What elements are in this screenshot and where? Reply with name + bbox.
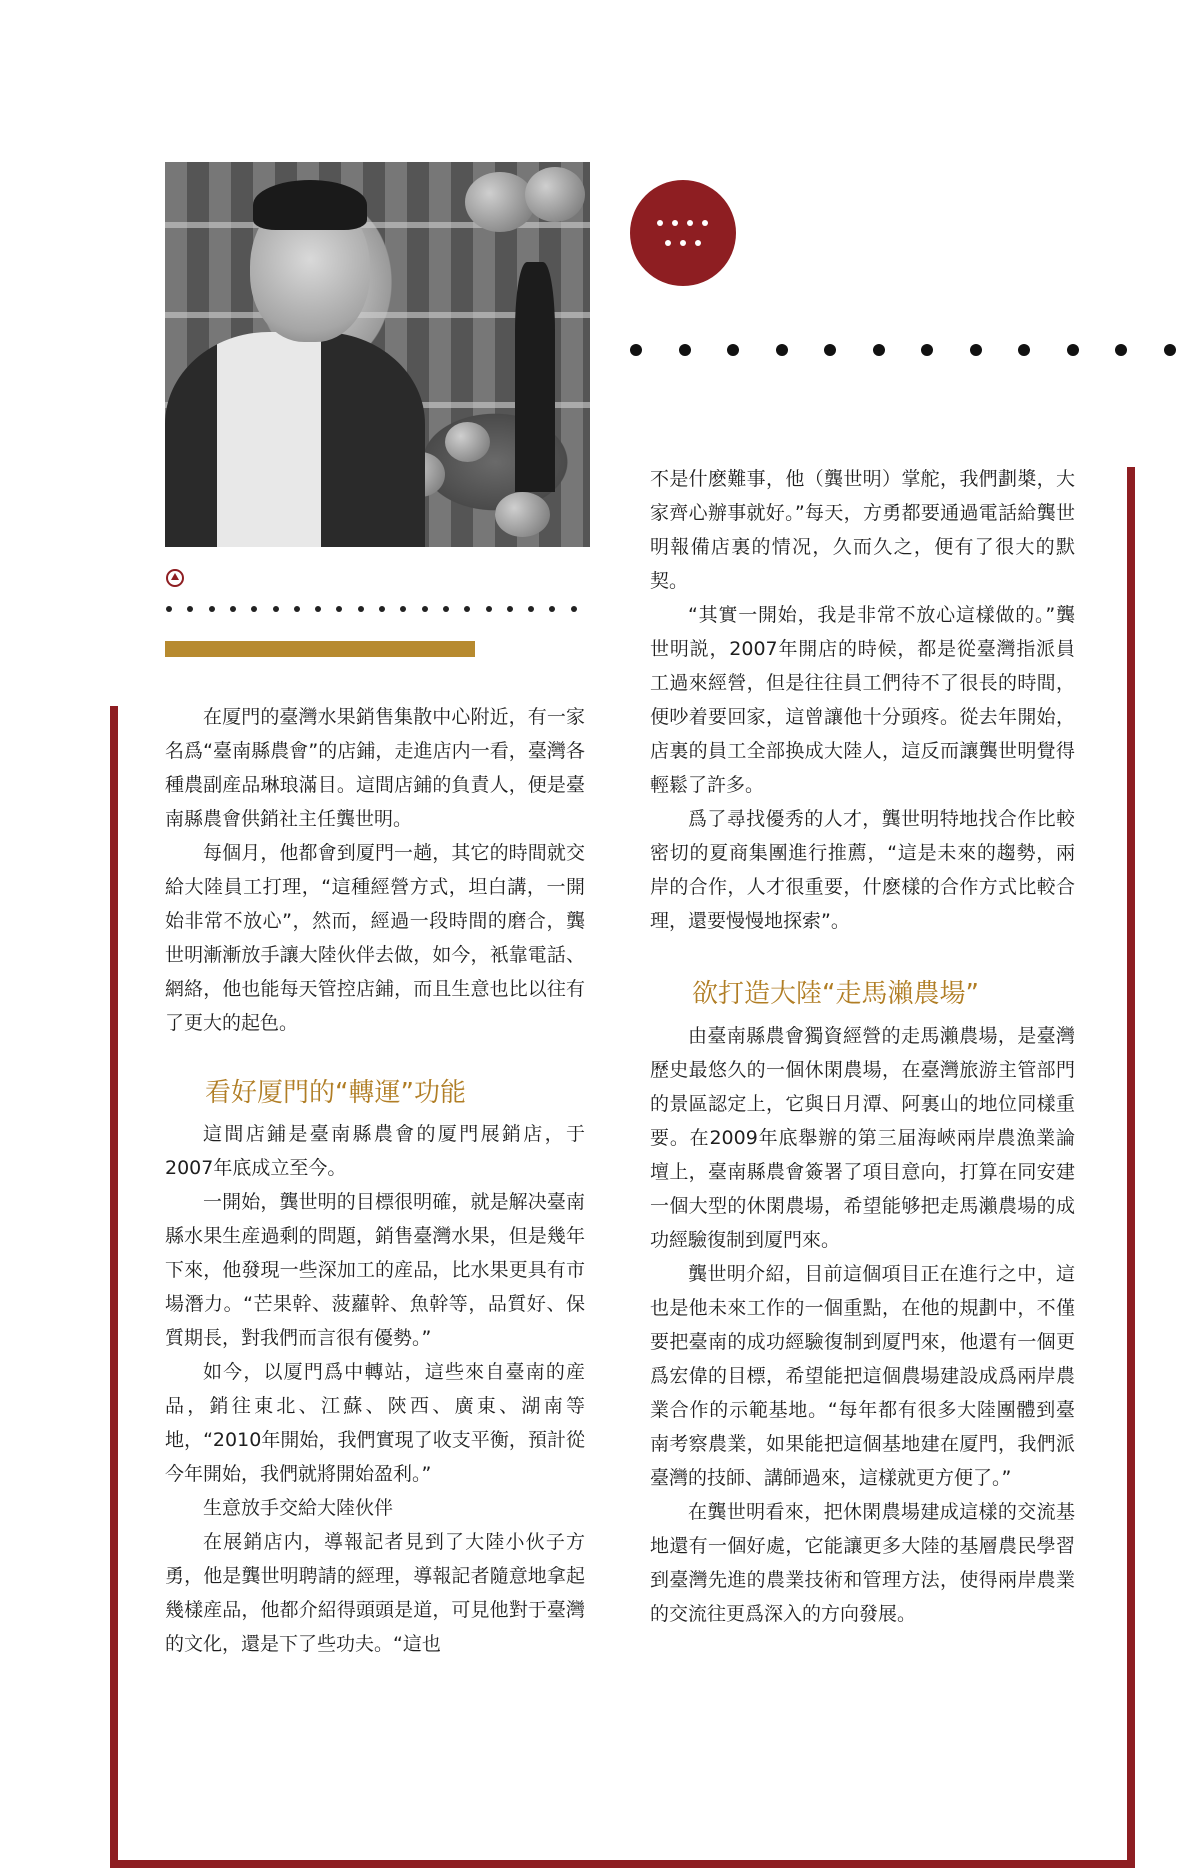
left-column bbox=[165, 700, 585, 1661]
paragraph: 在厦門的臺灣水果銷售集散中心附近，有一家名爲“臺南縣農會”的店鋪，走進店内一看，臺灣各種農副産品琳琅滿目。這間店鋪的負責人，便是臺南縣農會供銷社主任龔世明。 bbox=[165, 706, 585, 830]
divider-dot bbox=[273, 606, 279, 612]
divider-dot bbox=[294, 606, 300, 612]
divider-dot bbox=[630, 344, 642, 356]
paragraph: 爲了尋找優秀的人才，龔世明特地找合作比較密切的夏商集團進行推薦，“這是未來的趨勢，兩岸的合作，人才很重要，什麽樣的合作方式比較合理，還要慢慢地探索”。 bbox=[650, 808, 1075, 932]
frame-right-line bbox=[1127, 467, 1135, 1868]
section-heading: 看好厦門的“轉運”功能 bbox=[205, 1078, 466, 1108]
paragraph: 這間店鋪是臺南縣農會的厦門展銷店，于2007年底成立至今。 bbox=[165, 1123, 585, 1179]
paragraph: “其實一開始，我是非常不放心這樣做的。”龔世明説，2007年開店的時候，都是從臺灣指派員工過來經營，但是往往員工們待不了很長的時間，便吵着要回家，這曾讓他十分頭疼。從去年開始，店裏的員工全部换成大陸人，這反而讓龔世明覺得輕鬆了許多。 bbox=[650, 604, 1075, 796]
divider-dot bbox=[358, 606, 364, 612]
divider-dot bbox=[336, 606, 342, 612]
triangle-circle-icon bbox=[166, 569, 184, 587]
divider-dot bbox=[315, 606, 321, 612]
divider-dot bbox=[528, 606, 534, 612]
article-photo bbox=[165, 162, 590, 547]
divider-dot bbox=[1067, 344, 1079, 356]
divider-dot bbox=[824, 344, 836, 356]
divider-dot bbox=[727, 344, 739, 356]
frame-left-line bbox=[110, 706, 118, 1868]
divider-dot bbox=[1164, 344, 1176, 356]
dotted-divider-large bbox=[630, 344, 1200, 360]
divider-dot bbox=[400, 606, 406, 612]
paragraph: 一開始，龔世明的目標很明確，就是解决臺南縣水果生産過剩的問題，銷售臺灣水果，但是幾年下來，他發現一些深加工的産品，比水果更具有市場潛力。“芒果幹、菠蘿幹、魚幹等，品質好、保質期長，對我們而言很有優勢。” bbox=[165, 1191, 585, 1349]
divider-dot bbox=[443, 606, 449, 612]
divider-dot bbox=[571, 606, 577, 612]
section-heading: 欲打造大陸“走馬瀨農場” bbox=[692, 979, 979, 1009]
sub-heading: 生意放手交給大陸伙伴 bbox=[203, 1497, 394, 1519]
paragraph: 每個月，他都會到厦門一趟，其它的時間就交給大陸員工打理，“這種經營方式，坦白講，一開始非常不放心”，然而，經過一段時間的磨合，龔世明漸漸放手讓大陸伙伴去做，如今，衹靠電話、網絡，他也能每天管控店鋪，而且生意也比以往有了更大的起色。 bbox=[165, 842, 585, 1034]
gold-accent-bar bbox=[165, 641, 475, 657]
divider-dot bbox=[422, 606, 428, 612]
divider-dot bbox=[776, 344, 788, 356]
divider-dot bbox=[549, 606, 555, 612]
right-column bbox=[650, 462, 1075, 1631]
divider-dot bbox=[209, 606, 215, 612]
divider-dot bbox=[187, 606, 193, 612]
dotted-divider-small bbox=[166, 606, 576, 618]
divider-dot bbox=[1018, 344, 1030, 356]
divider-dot bbox=[230, 606, 236, 612]
paragraph: 由臺南縣農會獨資經營的走馬瀨農場，是臺灣歷史最悠久的一個休閑農場，在臺灣旅游主管部門的景區認定上，它與日月潭、阿裏山的地位同樣重要。在2009年底舉辦的第三届海峽兩岸農漁業論壇上，臺南縣農會簽署了項目意向，打算在同安建一個大型的休閑農場，希望能够把走馬瀨農場的成功經驗復制到厦門來。 bbox=[650, 1025, 1075, 1251]
paragraph: 不是什麽難事，他（龔世明）掌舵，我們劃槳，大家齊心辦事就好。”每天，方勇都要通過電話給龔世明報備店裏的情况，久而久之，便有了很大的默契。 bbox=[650, 468, 1075, 592]
paragraph: 在展銷店内，導報記者見到了大陸小伙子方勇，他是龔世明聘請的經理，導報記者隨意地拿起幾樣産品，他都介紹得頭頭是道，可見他對于臺灣的文化，還是下了些功夫。“這也 bbox=[165, 1531, 585, 1655]
divider-dot bbox=[921, 344, 933, 356]
paragraph: 在龔世明看來，把休閑農場建成這樣的交流基地還有一個好處，它能讓更多大陸的基層農民學習到臺灣先進的農業技術和管理方法，使得兩岸農業的交流往更爲深入的方向發展。 bbox=[650, 1501, 1075, 1625]
divider-dot bbox=[166, 606, 172, 612]
paragraph: 如今，以厦門爲中轉站，這些來自臺南的産品，銷往東北、江蘇、陝西、廣東、湖南等地，“2010年開始，我們實現了收支平衡，預計從今年開始，我們就將開始盈利。” bbox=[165, 1361, 585, 1485]
paragraph: 龔世明介紹，目前這個項目正在進行之中，這也是他未來工作的一個重點，在他的規劃中，不僅要把臺南的成功經驗復制到厦門來，他還有一個更爲宏偉的目標，希望能把這個農場建設成爲兩岸農業合作的示範基地。“每年都有很多大陸團體到臺南考察農業，如果能把這個基地建在厦門，我們派臺灣的技師、講師過來，這樣就更方便了。” bbox=[650, 1263, 1075, 1489]
divider-dot bbox=[251, 606, 257, 612]
divider-dot bbox=[679, 344, 691, 356]
decorative-dot-circle bbox=[630, 180, 736, 286]
divider-dot bbox=[379, 606, 385, 612]
divider-dot bbox=[507, 606, 513, 612]
divider-dot bbox=[464, 606, 470, 612]
divider-dot bbox=[970, 344, 982, 356]
divider-dot bbox=[873, 344, 885, 356]
frame-bottom-line bbox=[110, 1860, 1135, 1868]
divider-dot bbox=[486, 606, 492, 612]
divider-dot bbox=[1115, 344, 1127, 356]
